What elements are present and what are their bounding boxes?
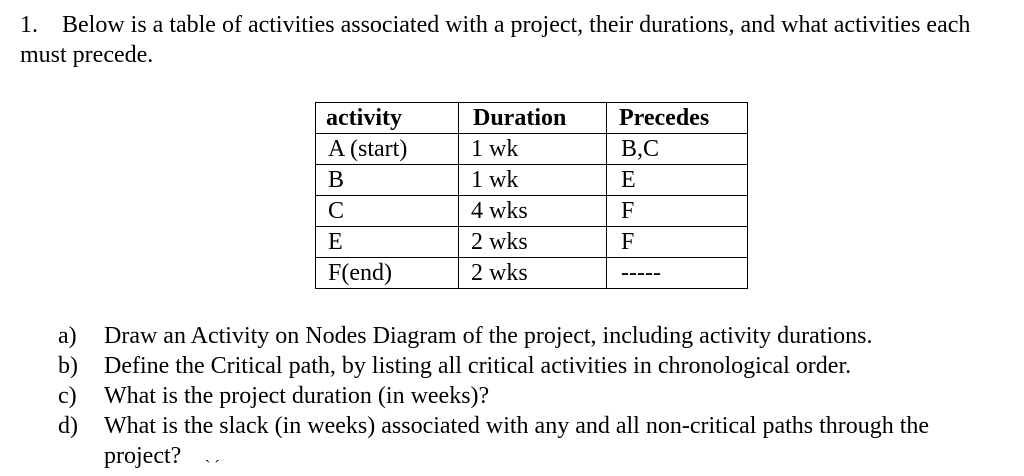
cell-precedes: F (607, 227, 748, 258)
table-header-row (316, 103, 748, 134)
stray-marks: ` ´ (205, 458, 220, 475)
cell-precedes: ----- (607, 258, 748, 289)
table-row (316, 227, 748, 258)
activity-table (315, 102, 748, 289)
table-row (316, 258, 748, 289)
cell-activity: C (316, 196, 459, 227)
question-text: What is the slack (in weeks) associated with any and all non-critical paths through the project? (104, 413, 930, 469)
cell-activity: A (start) (316, 134, 459, 165)
header-activity: activity (316, 103, 459, 134)
question-label: d) (58, 413, 78, 439)
cell-activity: F(end) (316, 258, 459, 289)
question-text: Draw an Activity on Nodes Diagram of the project, including activity durations. (104, 323, 873, 349)
question-c (58, 381, 1008, 411)
cell-precedes: B,C (607, 134, 748, 165)
question-label: a) (58, 323, 77, 349)
cell-duration: 4 wks (459, 196, 607, 227)
question-text: What is the project duration (in weeks)? (104, 383, 490, 409)
header-duration: Duration (459, 103, 607, 134)
cell-duration: 1 wk (459, 134, 607, 165)
cell-precedes: F (607, 196, 748, 227)
cell-activity: B (316, 165, 459, 196)
header-precedes: Precedes (607, 103, 748, 134)
cell-precedes: E (607, 165, 748, 196)
cell-duration: 2 wks (459, 227, 607, 258)
problem-intro-text: Below is a table of activities associated with a project, their durations, and what activities each must precede. (20, 12, 971, 68)
question-label: b) (58, 353, 78, 379)
question-label: c) (58, 383, 77, 409)
question-a (58, 321, 1008, 351)
problem-intro (20, 10, 1010, 70)
table-row (316, 165, 748, 196)
question-d (58, 411, 1008, 471)
table-row (316, 196, 748, 227)
cell-duration: 1 wk (459, 165, 607, 196)
question-text: Define the Critical path, by listing all critical activities in chronological order. (104, 353, 852, 379)
question-list (58, 321, 1008, 471)
cell-duration: 2 wks (459, 258, 607, 289)
question-b (58, 351, 1008, 381)
table-row (316, 134, 748, 165)
problem-number: 1. (20, 12, 38, 38)
cell-activity: E (316, 227, 459, 258)
